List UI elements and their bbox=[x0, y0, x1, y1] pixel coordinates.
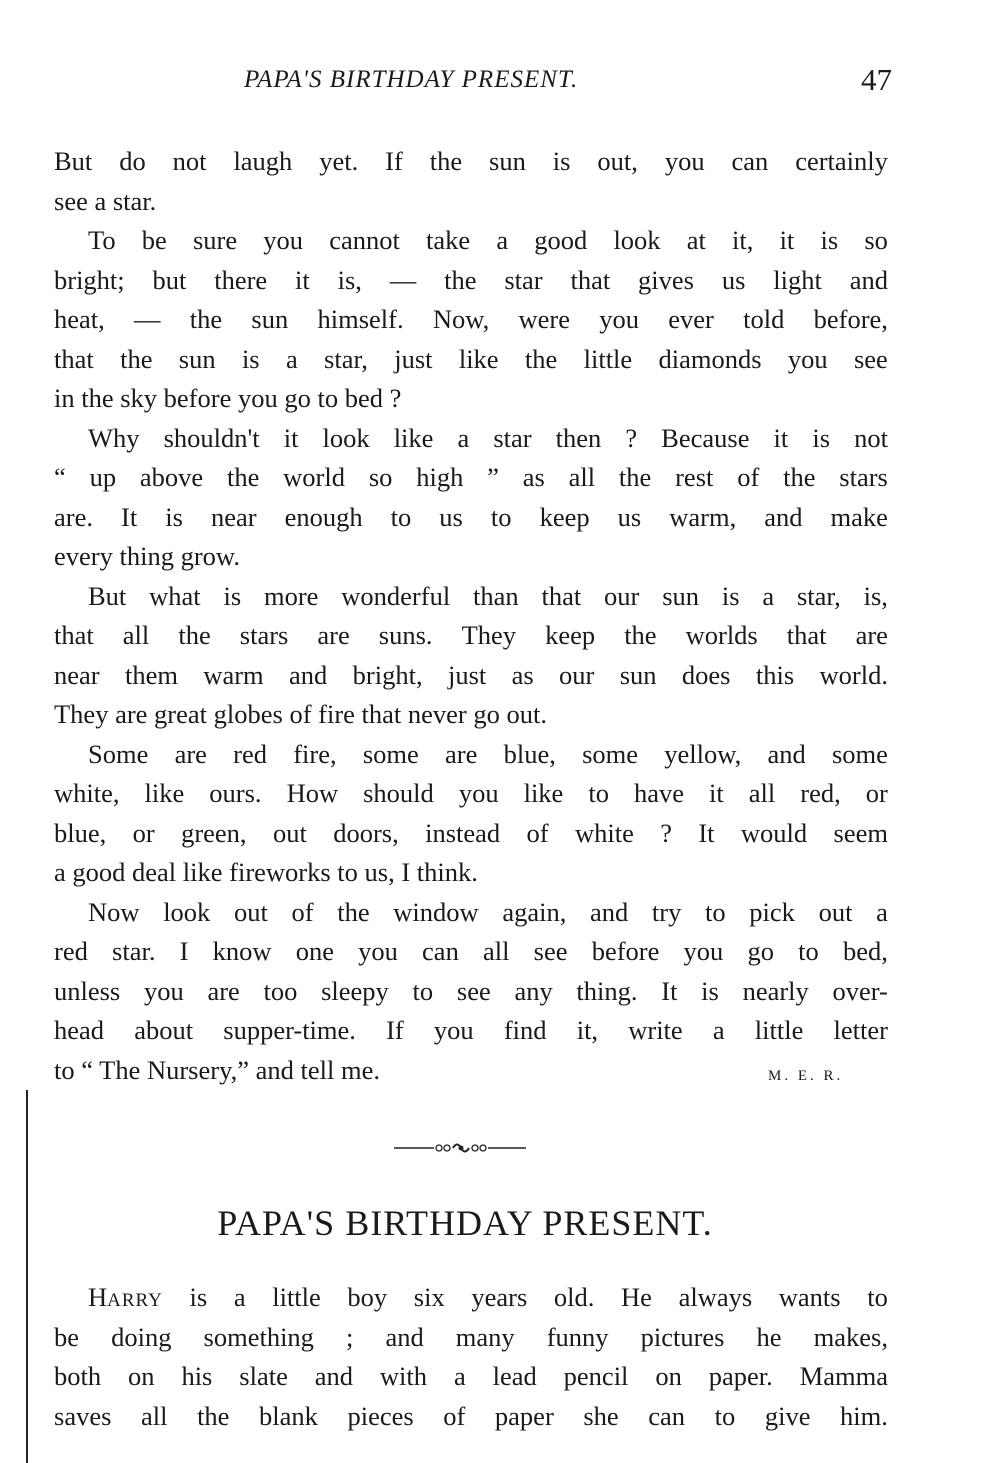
article-star-text bbox=[54, 142, 888, 1090]
text-line: that all the stars are suns. They keep the worlds that are bbox=[54, 620, 888, 650]
text-line: unless you are too sleepy to see any thing. It is nearly over- bbox=[54, 975, 888, 1006]
text-line: But do not laugh yet. If the sun is out, you can certainly bbox=[54, 146, 888, 176]
text-line: to “ The Nursery,” and tell me. M. E. R. bbox=[54, 1051, 888, 1091]
page-header bbox=[54, 62, 896, 106]
text-line: that the sun is a star, just like the little diamonds you see bbox=[54, 343, 888, 374]
text-line: every thing grow. bbox=[54, 541, 240, 571]
text-line: They are great globes of fire that never go out. bbox=[54, 699, 547, 729]
text-line: Some are red fire, some are blue, some yellow, and some bbox=[88, 738, 888, 769]
text-line: both on his slate and with a lead pencil on paper. Mamma bbox=[54, 1361, 888, 1391]
text-line: head about supper-time. If you find it, write a little letter bbox=[54, 1015, 888, 1045]
article-birthday-text bbox=[54, 1278, 888, 1436]
text-line: red star. I know one you can all see before you go to bed, bbox=[54, 936, 888, 966]
text-line: in the sky before you go to bed ? bbox=[54, 383, 402, 413]
text-line: saves all the blank pieces of paper she can to give him. bbox=[54, 1400, 888, 1431]
text-line: Why shouldn't it look like a star then ? Because it is not bbox=[88, 422, 888, 453]
text-line: be doing something ; and many funny pictures he makes, bbox=[54, 1321, 888, 1352]
page-number: 47 bbox=[861, 62, 892, 97]
text-line: blue, or green, out doors, instead of white ? It would seem bbox=[54, 817, 888, 848]
section-divider-ornament bbox=[390, 1138, 530, 1158]
text-line: white, like ours. How should you like to have it all red, or bbox=[54, 778, 888, 808]
drop-word: HARRY bbox=[88, 1282, 163, 1312]
article-title: PAPA'S BIRTHDAY PRESENT. bbox=[217, 1203, 713, 1243]
text-line: But what is more wonderful than that our sun is a star, is, bbox=[88, 580, 888, 611]
text-line: To be sure you cannot take a good look at it, it is so bbox=[88, 225, 888, 255]
text-line: HARRY is a little boy six years old. He always wants to bbox=[54, 1278, 888, 1318]
text-line: Now look out of the window again, and try to pick out a bbox=[88, 896, 888, 927]
text-line: heat, — the sun himself. Now, were you ever told before, bbox=[54, 304, 888, 334]
margin-rule bbox=[26, 1090, 28, 1463]
author-signature: M. E. R. bbox=[768, 1067, 844, 1084]
text-line: “ up above the world so high ” as all the rest of the stars bbox=[54, 462, 888, 492]
running-head: PAPA'S BIRTHDAY PRESENT. bbox=[244, 66, 579, 93]
text-line: see a star. bbox=[54, 185, 157, 216]
text-line: near them warm and bright, just as our sun does this world. bbox=[54, 659, 888, 690]
text-line: bright; but there it is, — the star that gives us light and bbox=[54, 264, 888, 295]
text-line: a good deal like fireworks to us, I think. bbox=[54, 857, 478, 887]
text-line: are. It is near enough to us to keep us warm, and make bbox=[54, 501, 888, 532]
